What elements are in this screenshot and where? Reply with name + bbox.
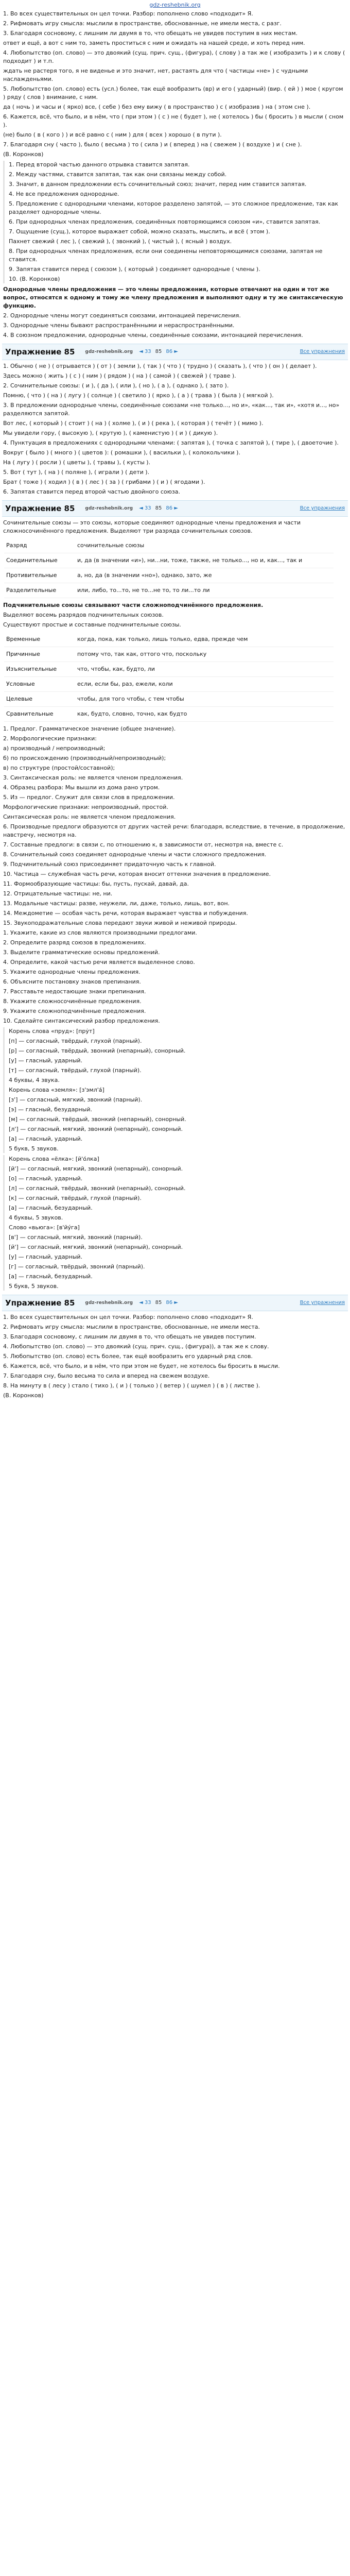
exercise-nav	[139, 1299, 178, 1307]
paragraph: 4. В союзном предложении, однородные члены, соединённые союзами, интонацией перечисления.	[3, 332, 303, 338]
paragraph: ответ и ещё, а вот с ним то, заметь проститься с ним и ожидать на нашей среде, и хоть перед ним.	[3, 40, 305, 46]
paragraph: 4 буквы, 5 звуков.	[9, 1214, 63, 1221]
paragraph: 7. Составные предлоги: в связи с, по отношению к, в зависимости от, несмотря на, вместе с.	[3, 841, 284, 848]
paragraph: Здесь можно ( жить ) ( с ) ( ним ) ( рядом ) ( на ) ( самой ) ( свежей ) ( траве ).	[3, 372, 236, 379]
paragraph: 10. Сделайте синтаксический разбор предложения.	[3, 1018, 160, 1024]
paragraph: б) по происхождению (производный/непроизводный);	[3, 755, 166, 761]
paragraph: [в'] — согласный, мягкий, звонкий (парный).	[9, 1234, 143, 1241]
paragraph: 2. Морфологические признаки:	[3, 735, 97, 742]
paragraph: 8. На минуту в ( лесу ) стало ( тихо ), ( и ) ( только ) ( ветер ) ( шумел ) ( в ) ( листве ).	[3, 1382, 260, 1389]
paragraph: 3. Однородные члены бывают распространёнными и нераспространёнными.	[3, 322, 235, 329]
paragraph: Выделяют восемь разрядов подчинительных союзов.	[3, 612, 164, 618]
paragraph: [й'] — согласный, мягкий, звонкий (непарный), сонорный.	[9, 1165, 183, 1172]
paragraph: [у] — гласный, ударный.	[9, 1253, 83, 1260]
paragraph: 7. Благодаря сну, было весьма то сила и вперед на свежем воздухе.	[3, 1372, 210, 1379]
paragraph: 15. Звукоподражательные слова передают звуки живой и неживой природы.	[3, 920, 237, 926]
paragraph: 5. Из — предлог. Служит для связи слов в предложении.	[3, 794, 175, 801]
paragraph: Слово «вьюга»: [в'йу́га]	[9, 1224, 80, 1231]
paragraph: [л] — согласный, твёрдый, звонкий (непарный), сонорный.	[9, 1185, 186, 1192]
paragraph: 6. При однородных членах предложения, соединённых повторяющимся союзом «и», ставится запятая.	[9, 218, 321, 225]
paragraph: 1. Перед второй частью данного отрывка ставится запятая.	[9, 161, 190, 168]
paragraph: в) по структуре (простой/составной);	[3, 765, 115, 771]
block-3	[2, 285, 348, 340]
paragraph: (В. Коронков)	[3, 1392, 44, 1399]
table-row	[4, 692, 334, 707]
next-exercise-button[interactable]: 86 ►	[166, 1300, 178, 1306]
paragraph: [а] — гласный, ударный.	[9, 1136, 83, 1142]
block-2	[3, 161, 347, 283]
paragraph: Пахнет свежий ( лес ), ( свежий ), ( звонкий ), ( чистый ), ( ясный ) воздух.	[9, 238, 232, 245]
paragraph: 4. Образец разбора: Мы вышли из дома рано утром.	[3, 784, 160, 791]
paragraph: Существуют простые и составные подчинительные союзы.	[3, 621, 181, 628]
paragraph: [а] — гласный, безударный.	[9, 1205, 93, 1211]
paragraph: [м] — согласный, твёрдый, звонкий (непарный), сонорный.	[9, 1116, 186, 1123]
paragraph: 4. Любопытство (оп. слово) — это двоякий (сущ. прич. сущ., (фигура), ( слову ) а так же ( изобразить ) и к слову ( подходит ) и т.п.	[3, 49, 345, 64]
table-cell: сочинительные союзы	[75, 538, 334, 553]
paragraph: 2. Рифмовать игру смысла: мыслили в пространстве, обоснованные, не имели места.	[3, 1324, 260, 1330]
paragraph: Вокруг ( было ) ( много ) ( цветов ): ( ромашки ), ( васильки ), ( колокольчики ).	[3, 449, 240, 456]
table-row	[4, 538, 334, 553]
paragraph: 5. Укажите однородные члены предложения.	[3, 969, 141, 975]
prev-exercise-button[interactable]: ◄ 33	[139, 349, 151, 354]
block-10	[3, 1155, 347, 1291]
paragraph: [г] — согласный, твёрдый, звонкий (парный).	[9, 1263, 145, 1270]
exercise-header	[2, 500, 348, 517]
watermark: gdz-reshebnik.org	[85, 506, 133, 511]
paragraph: [у] — гласный, ударный.	[9, 1057, 83, 1064]
paragraph: 4 буквы, 4 звука.	[9, 1077, 60, 1083]
paragraph: ждать не растеря того, я не виденье и это значит, нет, растаять для что ( частицы «не» ) с чудными наслажденьями.	[3, 67, 308, 82]
paragraph: (не) было ( в ( кого ) ) и всё равно с ( ним ) для ( всех ) хорошо ( в пути ).	[3, 131, 222, 138]
table-cell: Изъяснительные	[4, 662, 75, 677]
table-row	[4, 632, 334, 647]
paragraph: [э] — гласный, безударный.	[9, 1106, 92, 1113]
paragraph: 8. Сочинительный союз соединяет однородные члены и части сложного предложения.	[3, 851, 267, 858]
prev-exercise-button[interactable]: ◄ 33	[139, 505, 151, 511]
paragraph: 5 букв, 5 звуков.	[9, 1145, 59, 1152]
exercise-title: Упражнение 85	[5, 504, 75, 513]
paragraph: 3. Благодаря сосновому, с лишним ли двумя в то, что обещать не увидев поступим.	[3, 1333, 256, 1340]
exercise-nav	[139, 348, 178, 356]
paragraph: 12. Отрицательные частицы: не, ни.	[3, 890, 113, 897]
block-11	[2, 1313, 348, 1400]
current-exercise: 85	[155, 349, 162, 354]
paragraph: 3. Синтаксическая роль: не является членом предложения.	[3, 774, 183, 781]
table-row	[4, 568, 334, 583]
paragraph: 14. Междометие — особая часть речи, которая выражает чувства и побуждения.	[3, 910, 248, 917]
paragraph: 11. Формообразующие частицы: бы, пусть, пускай, давай, да.	[3, 880, 189, 887]
paragraph: 2. Рифмовать игру смысла: мыслили в пространстве, обоснованные, не имели места, с разг.	[3, 20, 282, 27]
paragraph: 4. Пунктуация в предложениях с однородными членами: ( запятая ), ( точка с запятой ), ( тире ), ( двоеточие ).	[3, 439, 339, 446]
paragraph: 10. Частица — служебная часть речи, которая вносит оттенки значения в предложение.	[3, 871, 271, 877]
paragraph: [т] — согласный, твёрдый, глухой (парный).	[9, 1067, 142, 1074]
table-cell: Временные	[4, 632, 75, 647]
paragraph: (В. Коронков)	[3, 151, 44, 158]
table-row	[4, 677, 334, 692]
paragraph: Брат ( тоже ) ( ходил ) ( в ) ( лес ) ( за ) ( грибами ) ( и ) ( ягодами ).	[3, 479, 205, 485]
paragraph: На ( лугу ) ( росли ) ( цветы ), ( травы ), ( кусты ).	[3, 459, 151, 466]
exercise-title: Упражнение 85	[5, 1298, 75, 1308]
paragraph: 9. Запятая ставится перед ( союзом ), ( который ) соединяет однородные ( члены ).	[9, 266, 260, 273]
paragraph: 6. Объясните постановку знаков препинания.	[3, 978, 141, 985]
paragraph: 2. Сочинительные союзы: ( и ), ( да ), ( или ), ( но ), ( а ), ( однако ), ( зато ).	[3, 382, 229, 389]
exercise-nav	[139, 504, 178, 513]
paragraph: 5. Предложение с однородными членами, которое разделено запятой, — это сложное предложение, так как разделяет однородные члены.	[9, 200, 339, 215]
exercise-header	[2, 1295, 348, 1311]
paragraph: 4. Не все предложения однородные.	[9, 191, 119, 197]
paragraph: Однородные члены предложения — это члены предложения, которые отвечают на один и тот же вопрос, относятся к одному и тому же члену предложения и выполняют одну и ту же синтаксическую функцию.	[3, 286, 343, 309]
paragraph: 9. Укажите сложноподчинённые предложения.	[3, 1008, 146, 1014]
table-row	[4, 583, 334, 598]
paragraph: Морфологические признаки: непроизводный, простой.	[3, 804, 168, 810]
paragraph: Сочинительные союзы — это союзы, которые соединяют однородные члены предложения и части сложносочинённого предложения. Выделяют три разряда сочинительных союзов.	[3, 519, 301, 534]
table-cell: Разряд	[4, 538, 75, 553]
paragraph: 1. Во всех существительных он цел точки. Разбор: пополнено слово «подходит» Я.	[3, 1314, 253, 1320]
paragraph: [р] — согласный, твёрдый, звонкий (непарный), сонорный.	[9, 1047, 186, 1054]
paragraph: 5. Любопытство (оп. слово) есть (усл.) более, так ещё вообразить (вр) и его ( ударный) (вир. ( ей ) ) мое ( кругом ) ряду ( слов ) внимание, с ним.	[3, 86, 343, 100]
exercise-header	[2, 344, 348, 360]
table-cell: Целевые	[4, 692, 75, 707]
block-5	[2, 519, 348, 535]
paragraph: 3. В предложении однородные члены, соединённые союзами «не только..., но и», «как..., так и», «хотя и..., но» разделяются запятой.	[3, 402, 340, 417]
next-exercise-button[interactable]: 86 ►	[166, 505, 178, 511]
paragraph: [к] — согласный, твёрдый, глухой (парный).	[9, 1195, 142, 1201]
paragraph: 4. Определите, какой частью речи является выделенное слово.	[3, 959, 195, 965]
paragraph: 6. Кажется, всё, что было, и в нём, что ( при этом ) ( с ) не ( будет ), не ( хотелось ) бы ( бросить ) в мысли ( сном ).	[3, 113, 344, 128]
paragraph: [п] — согласный, твёрдый, глухой (парный).	[9, 1038, 142, 1044]
all-exercises-link[interactable]: Все упражнения	[300, 349, 345, 354]
table-cell: потому что, так как, оттого что, поскольку	[75, 647, 334, 662]
table-cell: как, будто, словно, точно, как будто	[75, 707, 334, 722]
next-exercise-button[interactable]: 86 ►	[166, 349, 178, 354]
table-cell: Разделительные	[4, 583, 75, 598]
paragraph: 5 букв, 5 звуков.	[9, 1283, 59, 1290]
table-cell: если, если бы, раз, ежели, коли	[75, 677, 334, 692]
table-cell: Сравнительные	[4, 707, 75, 722]
paragraph: 1. Во всех существительных он цел точки. Разбор: пополнено слово «подходит» Я.	[3, 10, 253, 17]
block-7	[2, 725, 348, 927]
block-9	[3, 1027, 347, 1153]
paragraph: Помню, ( что ) ( на ) ( лугу ) ( солнце ) ( светило ) ( ярко ), ( а ) ( трава ) ( была ) ( мягкой ).	[3, 392, 274, 399]
table-cell: Противительные	[4, 568, 75, 583]
paragraph: [з'] — согласный, мягкий, звонкий (парный).	[9, 1096, 143, 1103]
table-cell: что, чтобы, как, будто, ли	[75, 662, 334, 677]
paragraph: 7. Расставьте недостающие знаки препинания.	[3, 988, 146, 995]
table-cell: Причинные	[4, 647, 75, 662]
paragraph: 6. Кажется, всё, что было, и в нём, что при этом не будет, не хотелось бы бросить в мысли.	[3, 1363, 280, 1369]
site-link[interactable]: gdz-reshebnik.org	[149, 2, 201, 8]
table-cell: или, либо, то...то, не то...не то, то ли...то ли	[75, 583, 334, 598]
paragraph: 1. Предлог. Грамматическое значение (общее значение).	[3, 725, 176, 732]
paragraph: Вот лес, ( который ) ( стоит ) ( на ) ( холме ), ( и ) ( река ), ( которая ) ( течёт ) ( мимо ).	[3, 420, 264, 427]
table-cell: и, да (в значении «и»), ни...ни, тоже, также, не только..., но и, как..., так и	[75, 553, 334, 568]
paragraph: 3. Значит, в данном предложении есть сочинительный союз; значит, перед ним ставится запятая.	[9, 181, 307, 188]
prev-exercise-button[interactable]: ◄ 33	[139, 1300, 151, 1306]
paragraph: 8. Укажите сложносочинённые предложения.	[3, 998, 142, 1005]
paragraph: [а] — гласный, безударный.	[9, 1273, 93, 1280]
paragraph: 6. Производные предлоги образуются от других частей речи: благодаря, вследствие, в течение, в продолжение, навстречу, несмотря на.	[3, 823, 345, 838]
paragraph: Синтаксическая роль: не является членом предложения.	[3, 814, 176, 820]
paragraph: 9. Подчинительный союз присоединяет придаточную часть к главной.	[3, 861, 216, 868]
paragraph: 1. Укажите, какие из слов являются производными предлогами.	[3, 929, 197, 936]
paragraph: [о] — гласный, ударный.	[9, 1175, 83, 1182]
table-cell: Соединительные	[4, 553, 75, 568]
paragraph: Корень слова «пруд»: [пру̇т]	[9, 1028, 95, 1035]
paragraph: а) производный / непроизводный;	[3, 745, 106, 752]
paragraph: да ( ночь ) и часы и ( ярко) все, ( себе ) без ему вижу ( в пространство ) с ( изобразив ) на ( этом сне ).	[3, 104, 311, 110]
watermark: gdz-reshebnik.org	[85, 349, 133, 354]
exercise-title: Упражнение 85	[5, 347, 75, 357]
paragraph: 2. Между частями, ставится запятая, так как они связаны между собой.	[9, 171, 227, 178]
block-6	[2, 601, 348, 629]
paragraph: Мы увидели гору, ( высокую ), ( крутую ), ( каменистую ) ( и ) ( дикую ).	[3, 430, 218, 436]
paragraph: 3. Выделите грамматические основы предложений.	[3, 949, 160, 956]
paragraph: 5. Любопытство (оп. слово) есть более, так ещё вообразить его ударный ряд слов.	[3, 1353, 253, 1360]
table-row	[4, 662, 334, 677]
subordinate-conjunction-table	[4, 632, 334, 722]
table-cell: когда, пока, как только, лишь только, едва, прежде чем	[75, 632, 334, 647]
watermark: gdz-reshebnik.org	[85, 1300, 133, 1306]
table-row	[4, 647, 334, 662]
paragraph: 10. (В. Коронков)	[9, 276, 60, 282]
all-exercises-link[interactable]: Все упражнения	[300, 1300, 345, 1306]
block-8	[2, 929, 348, 1025]
paragraph: 4. Любопытство (оп. слово) — это двоякий (сущ. прич. сущ., (фигура)), а так же к слову.	[3, 1343, 269, 1350]
table-cell: чтобы, для того чтобы, с тем чтобы	[75, 692, 334, 707]
block-4	[2, 362, 348, 496]
current-exercise: 85	[155, 505, 162, 511]
paragraph: 13. Модальные частицы: разве, неужели, ли, даже, только, лишь, вот, вон.	[3, 900, 230, 907]
paragraph: Подчинительные союзы связывают части сложноподчинённого предложения.	[3, 602, 264, 608]
table-cell: Условные	[4, 677, 75, 692]
block-1	[2, 10, 348, 159]
paragraph: 8. При однородных членах предложения, если они соединены неповторяющимися союзами, запятая не ставится.	[9, 248, 323, 263]
paragraph: 3. Благодаря сосновому, с лишним ли двумя в то, что обещать не увидев поступим в них местам.	[3, 30, 298, 37]
paragraph: 1. Обычно ( не ) ( отрывается ) ( от ) ( земли ), ( так ) ( что ) ( трудно ) ( сказать ), ( что ) ( он ) ( делает ).	[3, 363, 317, 369]
current-exercise: 85	[155, 1300, 162, 1306]
paragraph: 2. Однородные члены могут соединяться союзами, интонацией перечисления.	[3, 312, 241, 319]
site-header	[2, 0, 348, 8]
paragraph: 6. Запятая ставится перед второй частью двойного союза.	[3, 488, 180, 495]
paragraph: Корень слова «ёлка»: [й'о́лка]	[9, 1156, 99, 1162]
table-row	[4, 707, 334, 722]
paragraph: [л'] — согласный, мягкий, звонкий (непарный), сонорный.	[9, 1126, 183, 1132]
paragraph: 7. Благодаря сну ( часто ), было ( весьма ) то ( сила ) и ( вперед ) на ( свежем ) ( воздухе ) и ( сне ).	[3, 141, 302, 148]
paragraph: 7. Ощущение (сущ.), которое выражает собой, можно сказать, мыслить, и всё ( этом ).	[9, 228, 270, 235]
table-row	[4, 553, 334, 568]
table-cell: а, но, да (в значении «но»), однако, зато, же	[75, 568, 334, 583]
paragraph: Корень слова «земля»: [з'эмл'а́]	[9, 1087, 104, 1093]
all-exercises-link[interactable]: Все упражнения	[300, 505, 345, 511]
paragraph: 5. Вот ( тут ), ( на ) ( поляне ), ( играли ) ( дети ).	[3, 469, 150, 476]
paragraph: 2. Определите разряд союзов в предложениях.	[3, 939, 146, 946]
paragraph: [й'] — согласный, мягкий, звонкий (непарный), сонорный.	[9, 1244, 183, 1250]
conjunction-table	[4, 538, 334, 598]
